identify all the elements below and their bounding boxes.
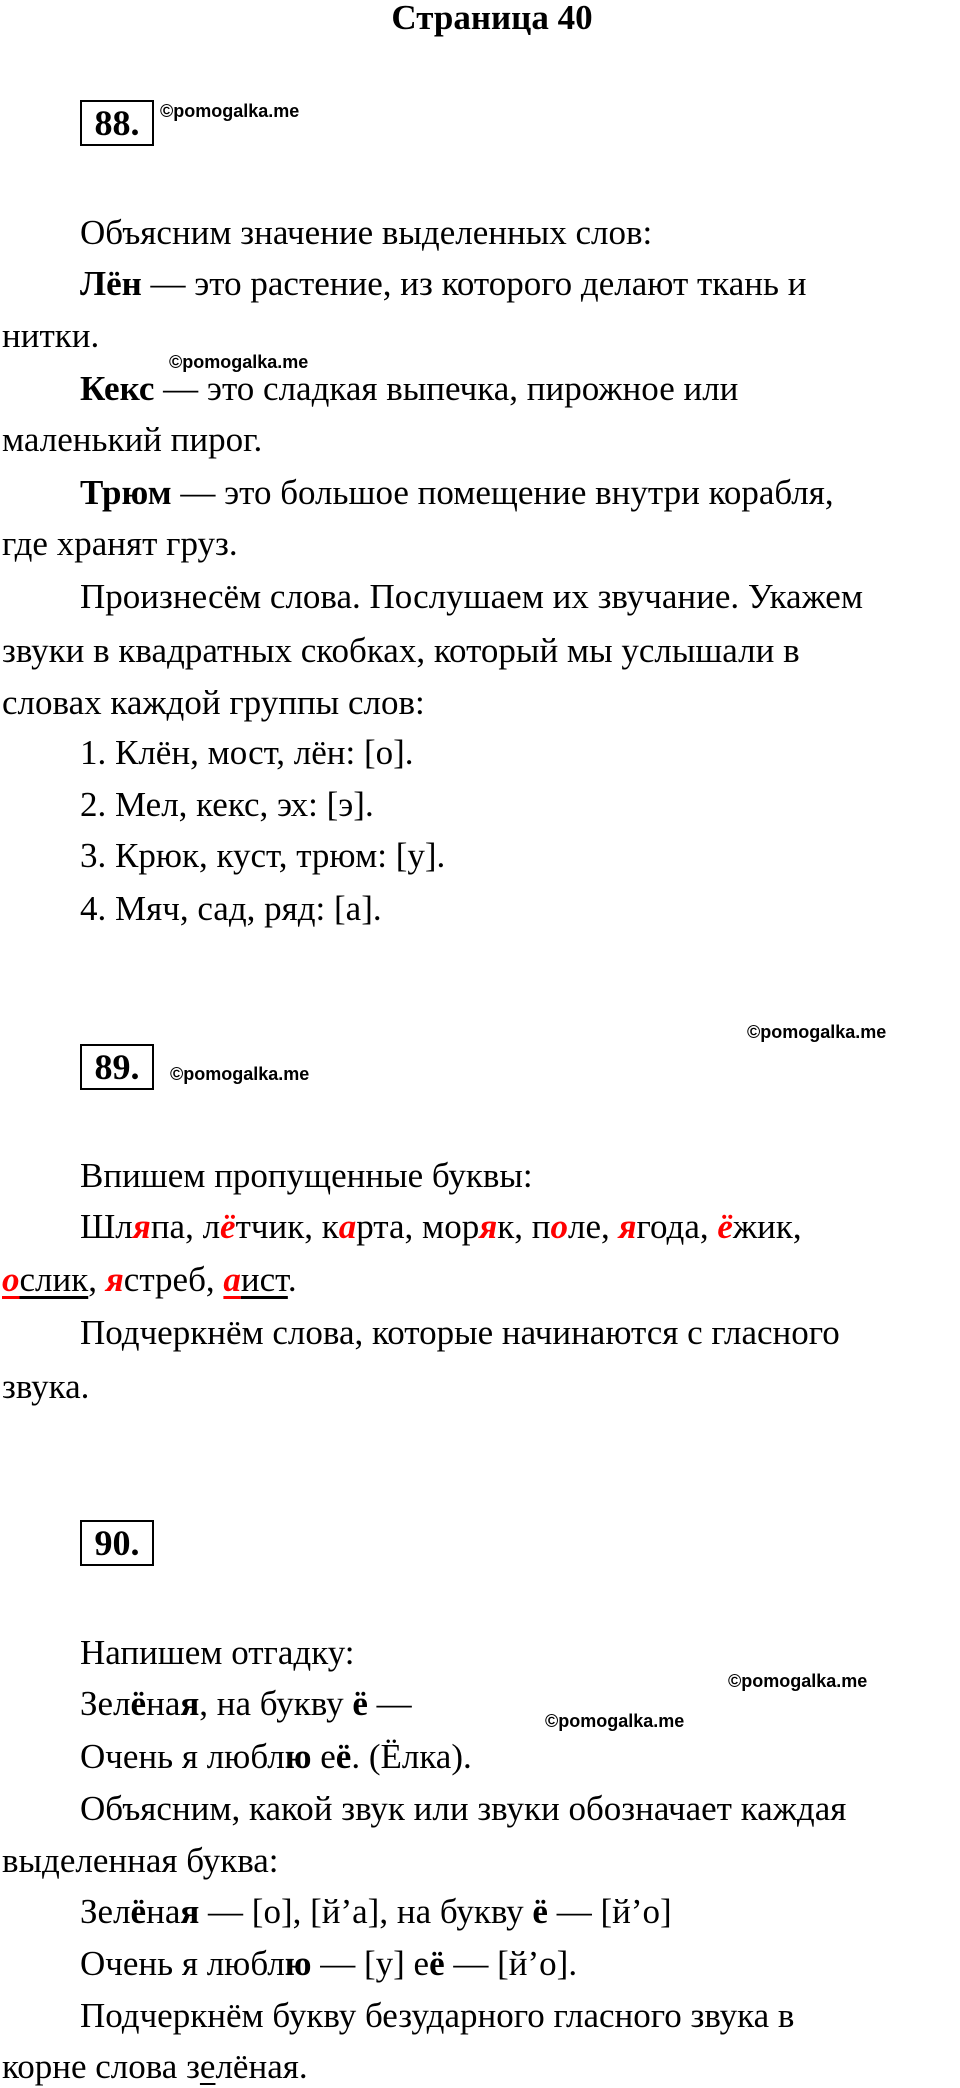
ex89-intro: Впишем пропущенные буквы: [80, 1156, 533, 1195]
ex90-question-line2: выделенная буква: [2, 1841, 279, 1880]
ex90-riddle-line2: Очень я люблю её. (Ёлка). [80, 1737, 472, 1776]
inserted-letter: ё [220, 1207, 236, 1246]
inserted-letter: о [550, 1207, 568, 1246]
definition-text: — это сладкая выпечка, пирожное или [154, 369, 739, 408]
definition-text: — это большое помещение внутри корабля, [171, 473, 834, 512]
ex90-answer-line1: Зелёная — [о], [й’а], на букву ё — [й’о] [80, 1892, 672, 1931]
term: Кекс [80, 369, 155, 408]
underlined-word: ослик [2, 1260, 89, 1299]
exercise-number-88: 88. [80, 100, 154, 146]
ex88-list-item: 4. Мяч, сад, ряд: [а]. [80, 889, 382, 928]
ex88-paragraph-line1: Произнесём слова. Послушаем их звучание. Укажем [80, 577, 863, 616]
word: ёжик, [717, 1207, 802, 1246]
ex89-conclusion-line1: Подчеркнём слова, которые начинаются с гласного [80, 1313, 840, 1352]
exercise-number-90: 90. [80, 1520, 154, 1566]
watermark: ©pomogalka.me [160, 101, 300, 121]
word: карта, [321, 1207, 423, 1246]
ex89-words-line2: ослик, ястреб, аист. [2, 1260, 297, 1299]
ex90-question-line1: Объясним, какой звук или звуки обозначает каждая [80, 1789, 847, 1828]
ex88-definition-keks-cont: маленький пирог. [2, 420, 263, 459]
ex88-definition-keks [80, 369, 738, 409]
term: Трюм [80, 473, 172, 512]
page-title: Страница 40 [391, 0, 593, 37]
ex88-paragraph-line2: звуки в квадратных скобках, который мы услышали в [2, 631, 800, 670]
underlined-word: аист [223, 1260, 288, 1299]
ex88-definition-len [80, 264, 806, 304]
ex89-conclusion-line2: звука. [2, 1367, 90, 1406]
inserted-letter: я [618, 1207, 637, 1246]
ex88-paragraph-line3: словах каждой группы слов: [2, 683, 425, 722]
watermark: ©pomogalka.me [169, 352, 309, 372]
ex89-words-line1 [80, 1207, 802, 1247]
inserted-letter: я [479, 1207, 498, 1246]
watermark: ©pomogalka.me [747, 1022, 887, 1042]
ex90-answer-line2: Очень я люблю — [у] её — [й’о]. [80, 1944, 578, 1983]
inserted-letter: а [338, 1207, 357, 1246]
ex88-list-item: 1. Клён, мост, лён: [о]. [80, 733, 414, 772]
ex90-conclusion-line1: Подчеркнём букву безударного гласного звука в [80, 1996, 795, 2035]
ex88-list-item: 2. Мел, кекс, эх: [э]. [80, 785, 374, 824]
word: Шляпа, [80, 1207, 203, 1246]
inserted-letter: а [223, 1260, 241, 1299]
inserted-letter: о [2, 1260, 20, 1299]
word: моряк, [422, 1207, 532, 1246]
ex90-conclusion-line2: корне слова зелёная. [2, 2047, 308, 2086]
inserted-letter: я [132, 1207, 151, 1246]
ex90-intro: Напишем отгадку: [80, 1633, 355, 1672]
word: поле, [531, 1207, 619, 1246]
definition-text: — это растение, из которого делают ткань и [141, 264, 807, 303]
inserted-letter: ё [717, 1207, 733, 1246]
word: ястреб [105, 1260, 206, 1299]
inserted-letter: я [105, 1260, 124, 1299]
ex88-definition-len-cont: нитки. [2, 316, 100, 355]
ex88-definition-tryum [80, 473, 834, 513]
ex90-riddle-line1: Зелёная, на букву ё — [80, 1684, 412, 1723]
watermark: ©pomogalka.me [728, 1671, 868, 1691]
watermark: ©pomogalka.me [545, 1711, 685, 1731]
word: лётчик, [202, 1207, 322, 1246]
underlined-letter: е [199, 2047, 216, 2086]
term: Лён [80, 264, 142, 303]
word: ягода, [618, 1207, 718, 1246]
watermark: ©pomogalka.me [170, 1064, 310, 1084]
ex88-definition-tryum-cont: где хранят груз. [2, 524, 238, 563]
exercise-number-89: 89. [80, 1044, 154, 1090]
ex88-intro: Объясним значение выделенных слов: [80, 213, 653, 252]
ex88-list-item: 3. Крюк, куст, трюм: [у]. [80, 836, 446, 875]
